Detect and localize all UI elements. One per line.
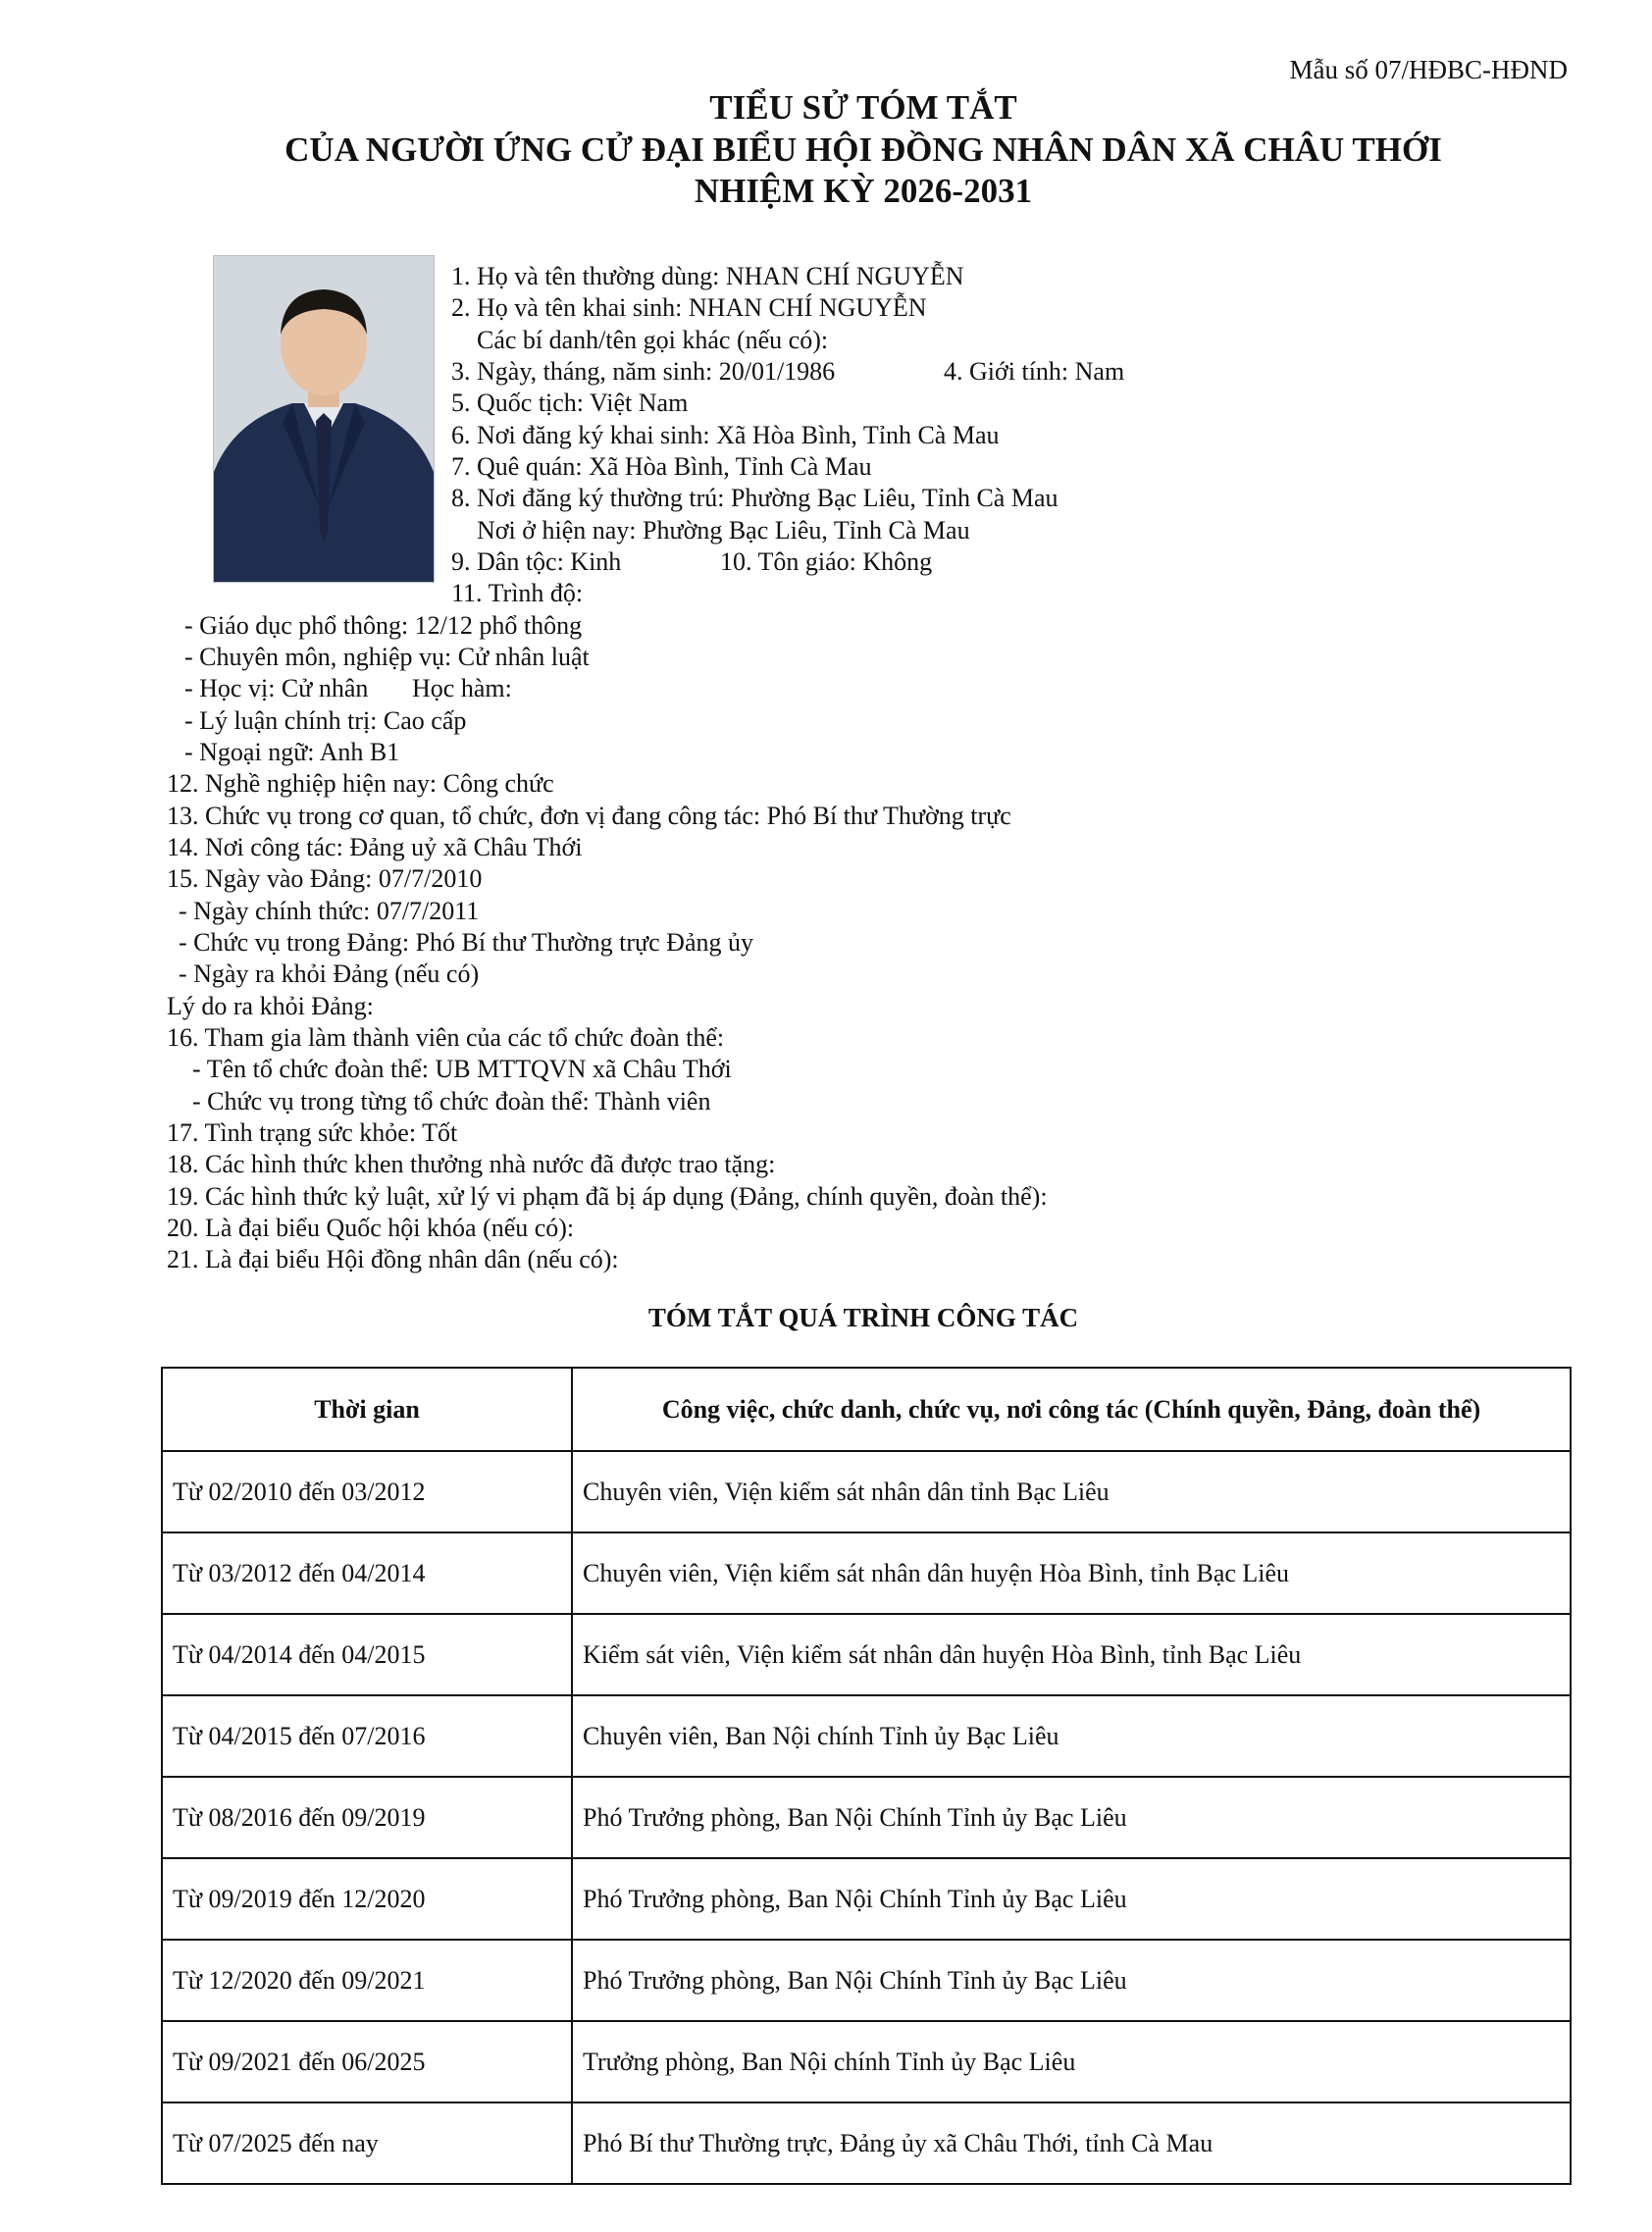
bio-gender: 4. Giới tính: Nam	[944, 357, 1125, 386]
bio-organization-role: - Chức vụ trong từng tổ chức đoàn thể: Thành viên	[192, 1087, 711, 1116]
table-row	[162, 1532, 1571, 1614]
bio-foreign-language: - Ngoại ngữ: Anh B1	[184, 738, 400, 766]
bio-party-join-date: 15. Ngày vào Đảng: 07/7/2010	[167, 864, 483, 893]
bio-hometown: 7. Quê quán: Xã Hòa Bình, Tỉnh Cà Mau	[451, 452, 872, 481]
bio-national-assembly: 20. Là đại biểu Quốc hội khóa (nếu có):	[167, 1214, 575, 1242]
bio-organization-name: - Tên tổ chức đoàn thể: UB MTTQVN xã Châu Thới	[192, 1055, 732, 1083]
table-row	[162, 2102, 1571, 2184]
work-history-table	[161, 1367, 1572, 2185]
position-cell: Phó Trưởng phòng, Ban Nội Chính Tỉnh ủy Bạc Liêu	[572, 1940, 1571, 2021]
bio-birth-date: 3. Ngày, tháng, năm sinh: 20/01/1986	[451, 357, 836, 386]
period-cell: Từ 02/2010 đến 03/2012	[162, 1451, 572, 1532]
bio-common-name: 1. Họ và tên thường dùng: NHAN CHÍ NGUYỄN	[451, 262, 964, 290]
period-cell: Từ 04/2014 đến 04/2015	[162, 1614, 572, 1695]
bio-party-leave-reason: Lý do ra khỏi Đảng:	[167, 992, 374, 1020]
position-cell: Chuyên viên, Viện kiểm sát nhân dân tỉnh Bạc Liêu	[572, 1451, 1571, 1532]
period-cell: Từ 09/2021 đến 06/2025	[162, 2021, 572, 2102]
period-cell: Từ 07/2025 đến nay	[162, 2102, 572, 2184]
work-history-title: TÓM TẮT QUÁ TRÌNH CÔNG TÁC	[647, 1303, 1079, 1332]
position-cell: Phó Bí thư Thường trực, Đảng ủy xã Châu Thới, tỉnh Cà Mau	[572, 2102, 1571, 2184]
bio-general-education: - Giáo dục phổ thông: 12/12 phổ thông	[184, 611, 583, 640]
bio-party-position: - Chức vụ trong Đảng: Phó Bí thư Thường trực Đảng ủy	[179, 928, 753, 957]
table-row	[162, 1614, 1571, 1695]
bio-academic-title: Học hàm:	[412, 674, 512, 702]
bio-party-leave-date: - Ngày ra khỏi Đảng (nếu có)	[179, 960, 480, 988]
portrait-photo	[213, 255, 435, 583]
position-cell: Trưởng phòng, Ban Nội chính Tỉnh ủy Bạc Liêu	[572, 2021, 1571, 2102]
bio-awards: 18. Các hình thức khen thưởng nhà nước đã được trao tặng:	[167, 1150, 776, 1178]
period-cell: Từ 03/2012 đến 04/2014	[162, 1532, 572, 1614]
column-header-position: Công việc, chức danh, chức vụ, nơi công tác (Chính quyền, Đảng, đoàn thể)	[572, 1368, 1571, 1451]
bio-degree: - Học vị: Cử nhân	[184, 674, 369, 702]
table-row	[162, 1695, 1571, 1777]
bio-current-residence: Nơi ở hiện nay: Phường Bạc Liêu, Tỉnh Cà Mau	[477, 516, 970, 545]
bio-religion: 10. Tôn giáo: Không	[720, 547, 933, 576]
position-cell: Phó Trưởng phòng, Ban Nội Chính Tỉnh ủy Bạc Liêu	[572, 1858, 1571, 1940]
column-header-period: Thời gian	[162, 1368, 572, 1451]
bio-health: 17. Tình trạng sức khỏe: Tốt	[167, 1118, 458, 1147]
table-header-row	[162, 1368, 1571, 1451]
term-title: NHIỆM KỲ 2026-2031	[694, 172, 1033, 210]
bio-position: 13. Chức vụ trong cơ quan, tổ chức, đơn vị đang công tác: Phó Bí thư Thường trực	[167, 802, 1011, 830]
bio-specialization: - Chuyên môn, nghiệp vụ: Cử nhân luật	[184, 643, 590, 671]
document-title: TIỂU SỬ TÓM TẮT	[709, 88, 1017, 127]
bio-political-theory: - Lý luận chính trị: Cao cấp	[184, 706, 467, 735]
bio-discipline: 19. Các hình thức kỷ luật, xử lý vi phạm đã bị áp dụng (Đảng, chính quyền, đoàn thể):	[167, 1182, 1048, 1211]
period-cell: Từ 12/2020 đến 09/2021	[162, 1940, 572, 2021]
table-row	[162, 2021, 1571, 2102]
period-cell: Từ 04/2015 đến 07/2016	[162, 1695, 572, 1777]
table-row	[162, 1777, 1571, 1858]
document-subtitle: CỦA NGƯỜI ỨNG CỬ ĐẠI BIỂU HỘI ĐỒNG NHÂN DÂN XÃ CHÂU THỚI	[284, 130, 1442, 169]
bio-birth-registration: 6. Nơi đăng ký khai sinh: Xã Hòa Bình, Tỉnh Cà Mau	[451, 421, 1000, 449]
bio-education-heading: 11. Trình độ:	[451, 579, 584, 607]
position-cell: Kiểm sát viên, Viện kiểm sát nhân dân huyện Hòa Bình, tỉnh Bạc Liêu	[572, 1614, 1571, 1695]
table-row	[162, 1451, 1571, 1532]
position-cell: Phó Trưởng phòng, Ban Nội Chính Tỉnh ủy Bạc Liêu	[572, 1777, 1571, 1858]
position-cell: Chuyên viên, Ban Nội chính Tỉnh ủy Bạc Liêu	[572, 1695, 1571, 1777]
position-cell: Chuyên viên, Viện kiểm sát nhân dân huyện Hòa Bình, tỉnh Bạc Liêu	[572, 1532, 1571, 1614]
table-row	[162, 1940, 1571, 2021]
bio-birth-name: 2. Họ và tên khai sinh: NHAN CHÍ NGUYỄN	[451, 293, 927, 322]
period-cell: Từ 09/2019 đến 12/2020	[162, 1858, 572, 1940]
bio-nationality: 5. Quốc tịch: Việt Nam	[451, 389, 689, 417]
bio-aliases: Các bí danh/tên gọi khác (nếu có):	[477, 326, 829, 354]
period-cell: Từ 08/2016 đến 09/2019	[162, 1777, 572, 1858]
bio-party-official-date: - Ngày chính thức: 07/7/2011	[179, 897, 480, 925]
bio-occupation: 12. Nghề nghiệp hiện nay: Công chức	[167, 769, 554, 798]
bio-organizations: 16. Tham gia làm thành viên của các tổ chức đoàn thể:	[167, 1023, 725, 1052]
form-code: Mẫu số 07/HĐBC-HĐND	[1289, 55, 1568, 84]
table-row	[162, 1858, 1571, 1940]
bio-workplace: 14. Nơi công tác: Đảng uỷ xã Châu Thới	[167, 833, 583, 861]
bio-peoples-council: 21. Là đại biểu Hội đồng nhân dân (nếu có):	[167, 1245, 619, 1273]
bio-permanent-residence: 8. Nơi đăng ký thường trú: Phường Bạc Liêu, Tỉnh Cà Mau	[451, 484, 1058, 512]
bio-ethnicity: 9. Dân tộc: Kinh	[451, 547, 622, 576]
